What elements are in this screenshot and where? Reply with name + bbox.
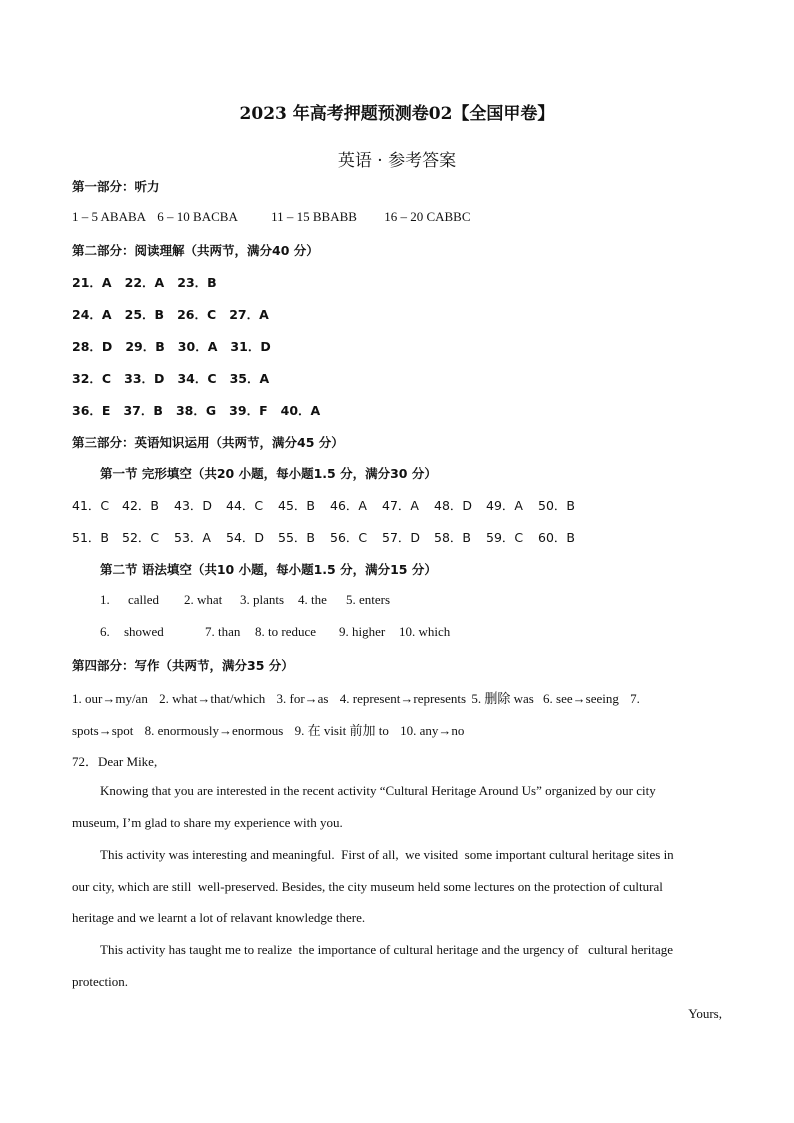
listening-answer-group: 6 – 10 BACBA [157,209,238,224]
cloze-answer-row [72,496,590,514]
cloze-answer: 59．C [486,530,524,545]
cloze-answer: 56．C [330,530,368,545]
correction-item: 4. represent→represents [339,691,467,706]
grammar-answer: called [128,592,160,607]
correction-item: 5. 删除 was [471,691,534,706]
correction-item: 3. for→as [276,691,329,706]
correction-item: 6. see→seeing [543,691,619,706]
cloze-answer: 58．B [434,530,471,545]
correction-line [72,688,640,707]
cloze-answer: 54．D [226,530,265,545]
reading-answer-row: 32．C 33．D 34．C 35．A [72,371,270,386]
correction-item: spots→spot [72,723,134,738]
cloze-answer: 43．D [174,498,213,513]
grammar-answer: 2. what [184,592,223,607]
grammar-answer: 10. which [399,624,451,639]
cloze-answer: 52．C [122,530,160,545]
part4-heading: 第四部分：写作（共两节，满分35 分） [72,658,294,673]
letter-salutation: 72．Dear Mike, [72,754,158,769]
cloze-answer: 47．A [382,498,419,513]
cloze-answer: 51．B [72,530,109,545]
grammar-answer-row [100,592,390,608]
letter-paragraph-line: This activity has taught me to realize the importance of cultural heritage and the urgency of cultural heritage [100,942,673,957]
cloze-answer: 41．C [72,498,110,513]
reading-answer-row: 21．A 22．A 23．B [72,275,217,290]
cloze-answer: 44．C [226,498,264,513]
letter-paragraph-line: museum, I’m glad to share my experience with you. [72,815,343,830]
part3-heading: 第三部分：英语知识运用（共两节，满分45 分） [72,435,344,450]
correction-item: 7. [630,691,640,706]
letter-paragraph-line: our city, which are still well-preserved. Besides, the city museum held some lectures on the protection of cultural [72,879,663,894]
grammar-answer: 7. than [205,624,241,639]
cloze-answer: 55．B [278,530,315,545]
correction-item: 1. our→my/an [72,691,148,706]
grammar-heading: 第二节 语法填空（共10 小题，每小题1.5 分，满分15 分） [100,562,437,577]
grammar-answer: 6. [100,624,110,639]
correction-item: 2. what→that/which [159,691,266,706]
reading-answer-row: 36．E 37．B 38．G 39．F 40．A [72,403,321,418]
cloze-answer-row [72,528,590,546]
cloze-heading: 第一节 完形填空（共20 小题，每小题1.5 分，满分30 分） [100,466,437,481]
letter-paragraph-line: protection. [72,974,128,989]
cloze-answer: 46．A [330,498,367,513]
part1-heading: 第一部分：听力 [72,179,160,194]
listening-answer-group: 11 – 15 BBABB [271,209,357,224]
cloze-answer: 45．B [278,498,315,513]
listening-answer-group: 1 – 5 ABABA [72,209,147,224]
grammar-answer: 3. plants [240,592,285,607]
grammar-answer: 9. higher [339,624,386,639]
listening-answers [72,209,471,225]
grammar-answer: showed [124,624,164,639]
correction-item: 9. 在 visit 前加 to [294,723,389,738]
cloze-answer: 57．D [382,530,421,545]
listening-answer-group: 16 – 20 CABBC [384,209,471,224]
page-subtitle: 英语 · 参考答案 [337,151,457,171]
grammar-answer-row [100,624,450,640]
grammar-answer: 4. the [298,592,327,607]
letter-closing: Yours, [688,1006,722,1021]
cloze-answer: 60．B [538,530,575,545]
cloze-answer: 42．B [122,498,159,513]
page-title: 2023 年高考押题预测卷02【全国甲卷】 [239,104,555,124]
grammar-answer: 1. [100,592,110,607]
letter-paragraph-line: This activity was interesting and meaningful. First of all, we visited some important cultural heritage sites in [100,847,674,862]
reading-answer-row: 28．D 29．B 30．A 31．D [72,339,271,354]
cloze-answer: 50．B [538,498,575,513]
correction-line [72,720,464,739]
correction-item: 8. enormously→enormous [144,723,284,738]
letter-paragraph-line: Knowing that you are interested in the recent activity “Cultural Heritage Around Us” organized by our city [100,783,656,798]
grammar-answer: 8. to reduce [255,624,317,639]
cloze-answer: 53．A [174,530,211,545]
letter-paragraph-line: heritage and we learnt a lot of relavant knowledge there. [72,910,366,925]
reading-answer-row: 24．A 25．B 26．C 27．A [72,307,269,322]
correction-item: 10. any→no [400,723,465,738]
grammar-answer: 5. enters [346,592,391,607]
cloze-answer: 48．D [434,498,473,513]
cloze-answer: 49．A [486,498,523,513]
part2-heading: 第二部分：阅读理解（共两节，满分40 分） [72,243,319,258]
